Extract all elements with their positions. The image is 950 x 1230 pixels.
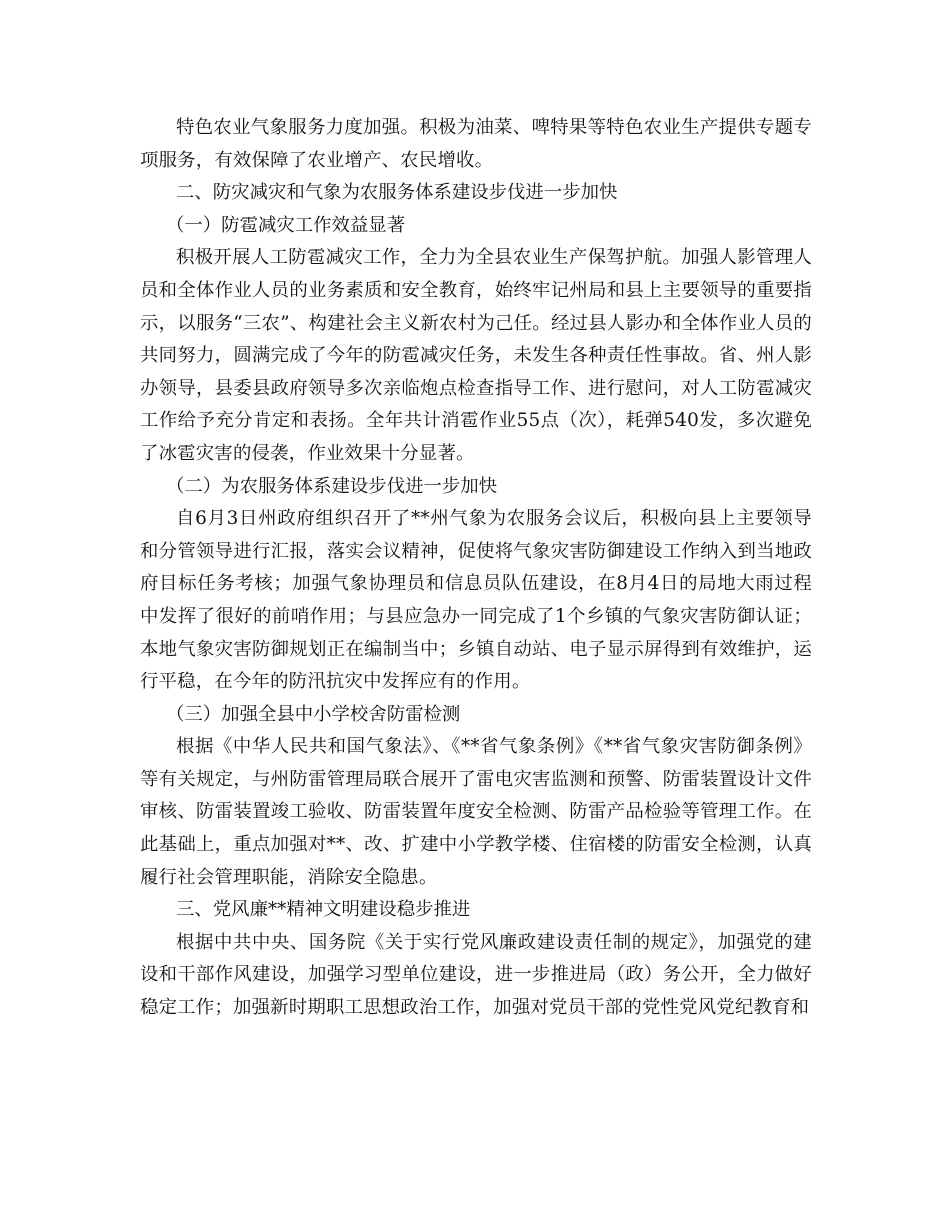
subsection-heading: （三）加强全县中小学校舍防雷检测: [166, 703, 461, 725]
paragraph: 特色农业气象服务力度加强。积极为油菜、啤特果等特色农业生产提供专题专项服务，有效保障了农业增产、农民增收。: [140, 117, 812, 171]
section-heading: 二、防灾减灾和气象为农服务体系建设步伐进一步加快: [176, 182, 618, 204]
subsection-heading: （二）为农服务体系建设步伐进一步加快: [166, 475, 498, 497]
section-heading: 三、党风廉**精神文明建设稳步推进: [176, 899, 471, 921]
paragraph: 根据《中华人民共和国气象法》、《**省气象条例》《**省气象灾害防御条例》等有关规定，与州防雷管理局联合展开了雷电灾害监测和预警、防雷装置设计文件审核、防雷装置竣工验收、防雷装置年度安全检测、防雷产品检验等管理工作。在此基础上，重点加强对**、改、扩建中小学教学楼、住宿楼的防雷安全检测，认真履行社会管理职能，消除安全隐患。: [140, 736, 812, 888]
paragraph: 自6月3日州政府组织召开了**州气象为农服务会议后，积极向县上主要领导和分管领导进行汇报，落实会议精神，促使将气象灾害防御建设工作纳入到当地政府目标任务考核；加强气象协理员和信息员队伍建设，在8月4日的局地大雨过程中发挥了很好的前哨作用；与县应急办一同完成了1个乡镇的气象灾害防御认证；本地气象灾害防御规划正在编制当中；乡镇自动站、电子显示屏得到有效维护，运行平稳，在今年的防汛抗灾中发挥应有的作用。: [140, 508, 812, 693]
document-body: [140, 112, 812, 1025]
subsection-heading: （一）防雹减灾工作效益显著: [166, 214, 406, 236]
paragraph: 积极开展人工防雹减灾工作，全力为全县农业生产保驾护航。加强人影管理人员和全体作业人员的业务素质和安全教育，始终牢记州局和县上主要领导的重要指示，以服务“三农”、构建社会主义新农村为己任。经过县人影办和全体作业人员的共同努力，圆满完成了今年的防雹减灾任务，未发生各种责任性事故。省、州人影办领导，县委县政府领导多次亲临炮点检查指导工作、进行慰问，对人工防雹减灾工作给予充分肯定和表扬。全年共计消雹作业55点（次），耗弹540发，多次避免了冰雹灾害的侵袭，作业效果十分显著。: [140, 247, 812, 464]
paragraph: 根据中共中央、国务院《关于实行党风廉政建设责任制的规定》，加强党的建设和干部作风建设，加强学习型单位建设，进一步推进局（政）务公开，全力做好稳定工作；加强新时期职工思想政治工作，加强对党员干部的党性党风党纪教育和: [140, 931, 812, 1019]
